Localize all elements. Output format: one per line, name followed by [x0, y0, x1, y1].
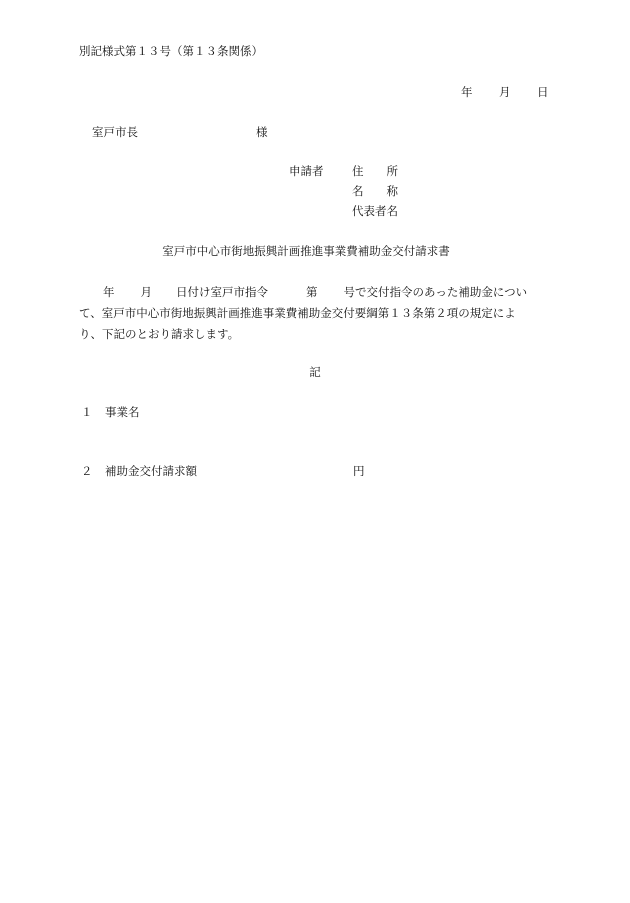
body-line-1-rest: 号で交付指令のあった補助金につい — [343, 285, 528, 299]
applicant-name-label: 名 称 — [352, 184, 398, 198]
document-title-text: 室戸市中心市街地振興計画推進事業費補助金交付請求書 — [162, 244, 450, 258]
item-request-amount — [81, 463, 365, 479]
document-title — [0, 243, 630, 259]
addressee — [92, 124, 268, 140]
applicant-address-label: 住 所 — [352, 164, 398, 178]
item-label: 事業名 — [105, 405, 140, 419]
item-label: 補助金交付請求額 — [105, 464, 197, 478]
addressee-honorific: 様 — [256, 125, 268, 139]
body-dated: 日付け室戸市指令 — [176, 285, 268, 299]
yen-unit: 円 — [353, 464, 365, 478]
date-year-label: 年 — [461, 85, 473, 99]
date-day-label: 日 — [537, 85, 549, 99]
item-project-name — [81, 404, 140, 420]
applicant-representative-label: 代表者名 — [352, 204, 398, 218]
item-number: ２ — [81, 464, 93, 478]
date-month-label: 月 — [499, 85, 511, 99]
form-identifier: 別記様式第１３号（第１３条関係） — [79, 44, 263, 58]
ki-heading: 記 — [309, 365, 321, 379]
body-line-1 — [79, 282, 549, 303]
body-month: 月 — [140, 285, 152, 299]
request-body — [79, 282, 549, 345]
body-line-3: り、下記のとおり請求します。 — [79, 327, 240, 341]
body-number-prefix: 第 — [306, 285, 318, 299]
body-line-2: て、室戸市中心市街地振興計画推進事業費補助金交付要綱第１３条第２項の規定によ — [79, 306, 516, 320]
applicant-label: 申請者 — [289, 164, 324, 178]
date-fields — [461, 84, 549, 100]
item-number: １ — [81, 405, 93, 419]
addressee-name: 室戸市長 — [92, 125, 138, 139]
body-year: 年 — [103, 285, 115, 299]
